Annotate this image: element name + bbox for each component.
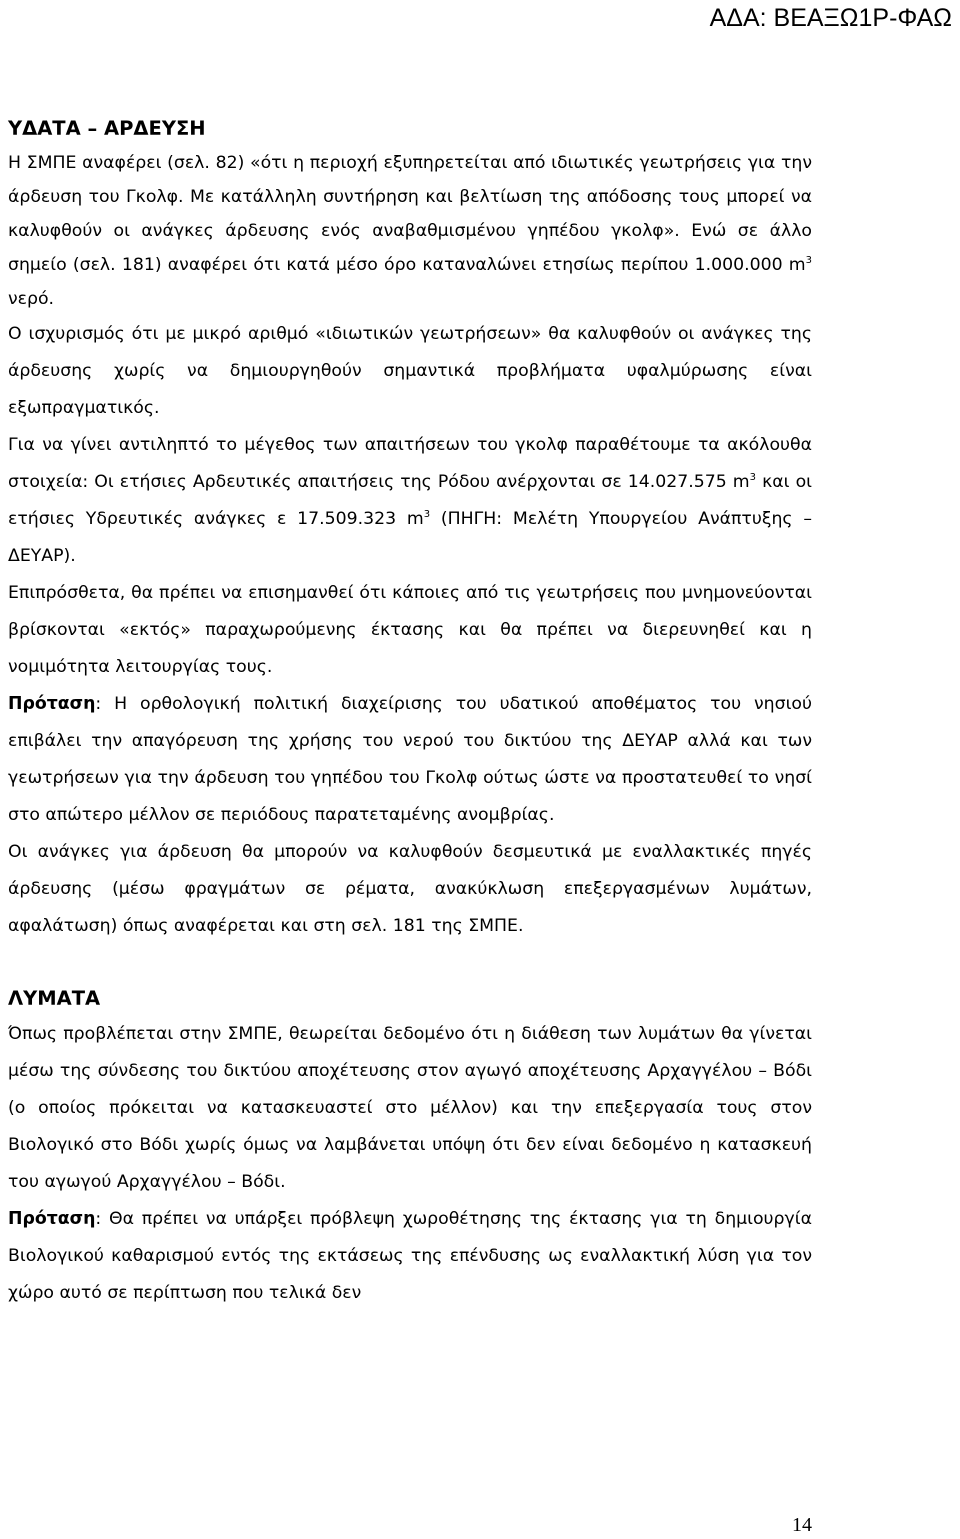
section-gap (8, 945, 812, 982)
document-body (8, 112, 812, 1312)
paragraph-proposal-sewage: Πρόταση: Θα πρέπει να υπάρξει πρόβλεψη χωροθέτησης της έκτασης για τη δημιουργία Βιολογικού καθαρισμού εντός της εκτάσεως της επένδυσης ως εναλλακτική λύση για τον χώρο αυτό σε περίπτωση που τελικά δεν (8, 1209, 812, 1303)
paragraph-water-demand-figures: Για να γίνει αντιληπτό το μέγεθος των απαιτήσεων του γκολφ παραθέτουμε τα ακόλουθα στοιχεία: Οι ετήσιες Αρδευτικές απαιτήσεις της Ρόδου ανέρχονται σε 14.027.575 $m^3$ και οι ετήσιες Υδρευτικές ανάγκες ε 17.509.323 $m^3$ (ΠΗΓΗ: Μελέτη Υπουργείου Ανάπτυξης – ΔΕΥΑΡ). (8, 435, 812, 566)
paragraph-proposal-water: Πρόταση: Η ορθολογική πολιτική διαχείρισης του υδατικού αποθέματος του νησιού επιβάλει την απαγόρευση της χρήσης του νερού του δικτύου της ΔΕΥΑΡ αλλά και των γεωτρήσεων για την άρδευση του γηπέδου του Γκολφ ούτως ώστε να προστατευθεί το νησί στο απώτερο μέλλον σε περιόδους παρατεταμένης ανομβρίας. (8, 694, 812, 825)
paragraph-sewage-disposal: Όπως προβλέπεται στην ΣΜΠΕ, θεωρείται δεδομένο ότι η διάθεση των λυμάτων θα γίνεται μέσω της σύνδεσης του δικτύου αποχέτευσης στον αγωγό αποχέτευσης Αρχαγγέλου – Βόδι (ο οποίος πρόκειται να κατασκευαστεί στο μέλλον) και την επεξεργασία τους στον Βιολογικό στο Βόδι χωρίς όμως να λαμβάνεται υπόψη ότι δεν είναι δεδομένο η κατασκευή του αγωγού Αρχαγγέλου – Βόδι. (8, 1024, 812, 1192)
paragraph-private-boreholes: Ο ισχυρισμός ότι με μικρό αριθμό «ιδιωτικών γεωτρήσεων» θα καλυφθούν οι ανάγκες της άρδευσης χωρίς να δημιουργηθούν σημαντικά προβλήματα υφαλμύρωσης είναι εξωπραγματικός. (8, 324, 812, 418)
paragraph-smpe-irrigation: Η ΣΜΠΕ αναφέρει (σελ. 82) «ότι η περιοχή εξυπηρετείται από ιδιωτικές γεωτρήσεις για την άρδευση του Γκολφ. Με κατάλληλη συντήρηση και βελτίωση της απόδοσης τους μπορεί να καλυφθούν οι ανάγκες άρδευσης ενός αναβαθμισμένου γηπέδου γκολφ». Ενώ σε άλλο σημείο (σελ. 181) αναφέρει ότι κατά μέσο όρο καταναλώνει ετησίως περίπου 1.000.000 $m^3$ νερό. (8, 153, 812, 309)
paragraph-boreholes-legality: Επιπρόσθετα, θα πρέπει να επισημανθεί ότι κάποιες από τις γεωτρήσεις που μνημονεύονται βρίσκονται «εκτός» παραχωρούμενης έκτασης και θα πρέπει να διερευνηθεί και η νομιμότητα λειτουργίας τους. (8, 583, 812, 677)
heading-sewage: ΛΥΜΑΤΑ (8, 987, 101, 1010)
heading-water-irrigation: ΥΔΑΤΑ – ΑΡΔΕΥΣΗ (8, 117, 206, 140)
page-number: 14 (792, 1514, 812, 1536)
proposal-label: Πρόταση (8, 694, 96, 714)
proposal-label: Πρόταση (8, 1209, 96, 1229)
ada-code: ΑΔΑ: ΒΕΑΞΩ1Ρ-ΦΑΩ (709, 4, 952, 32)
paragraph-alternative-sources: Οι ανάγκες για άρδευση θα μπορούν να καλυφθούν δεσμευτικά με εναλλακτικές πηγές άρδευσης (μέσω φραγμάτων σε ρέματα, ανακύκλωση επεξεργασμένων λυμάτων, αφαλάτωση) όπως αναφέρεται και στη σελ. 181 της ΣΜΠΕ. (8, 842, 812, 936)
